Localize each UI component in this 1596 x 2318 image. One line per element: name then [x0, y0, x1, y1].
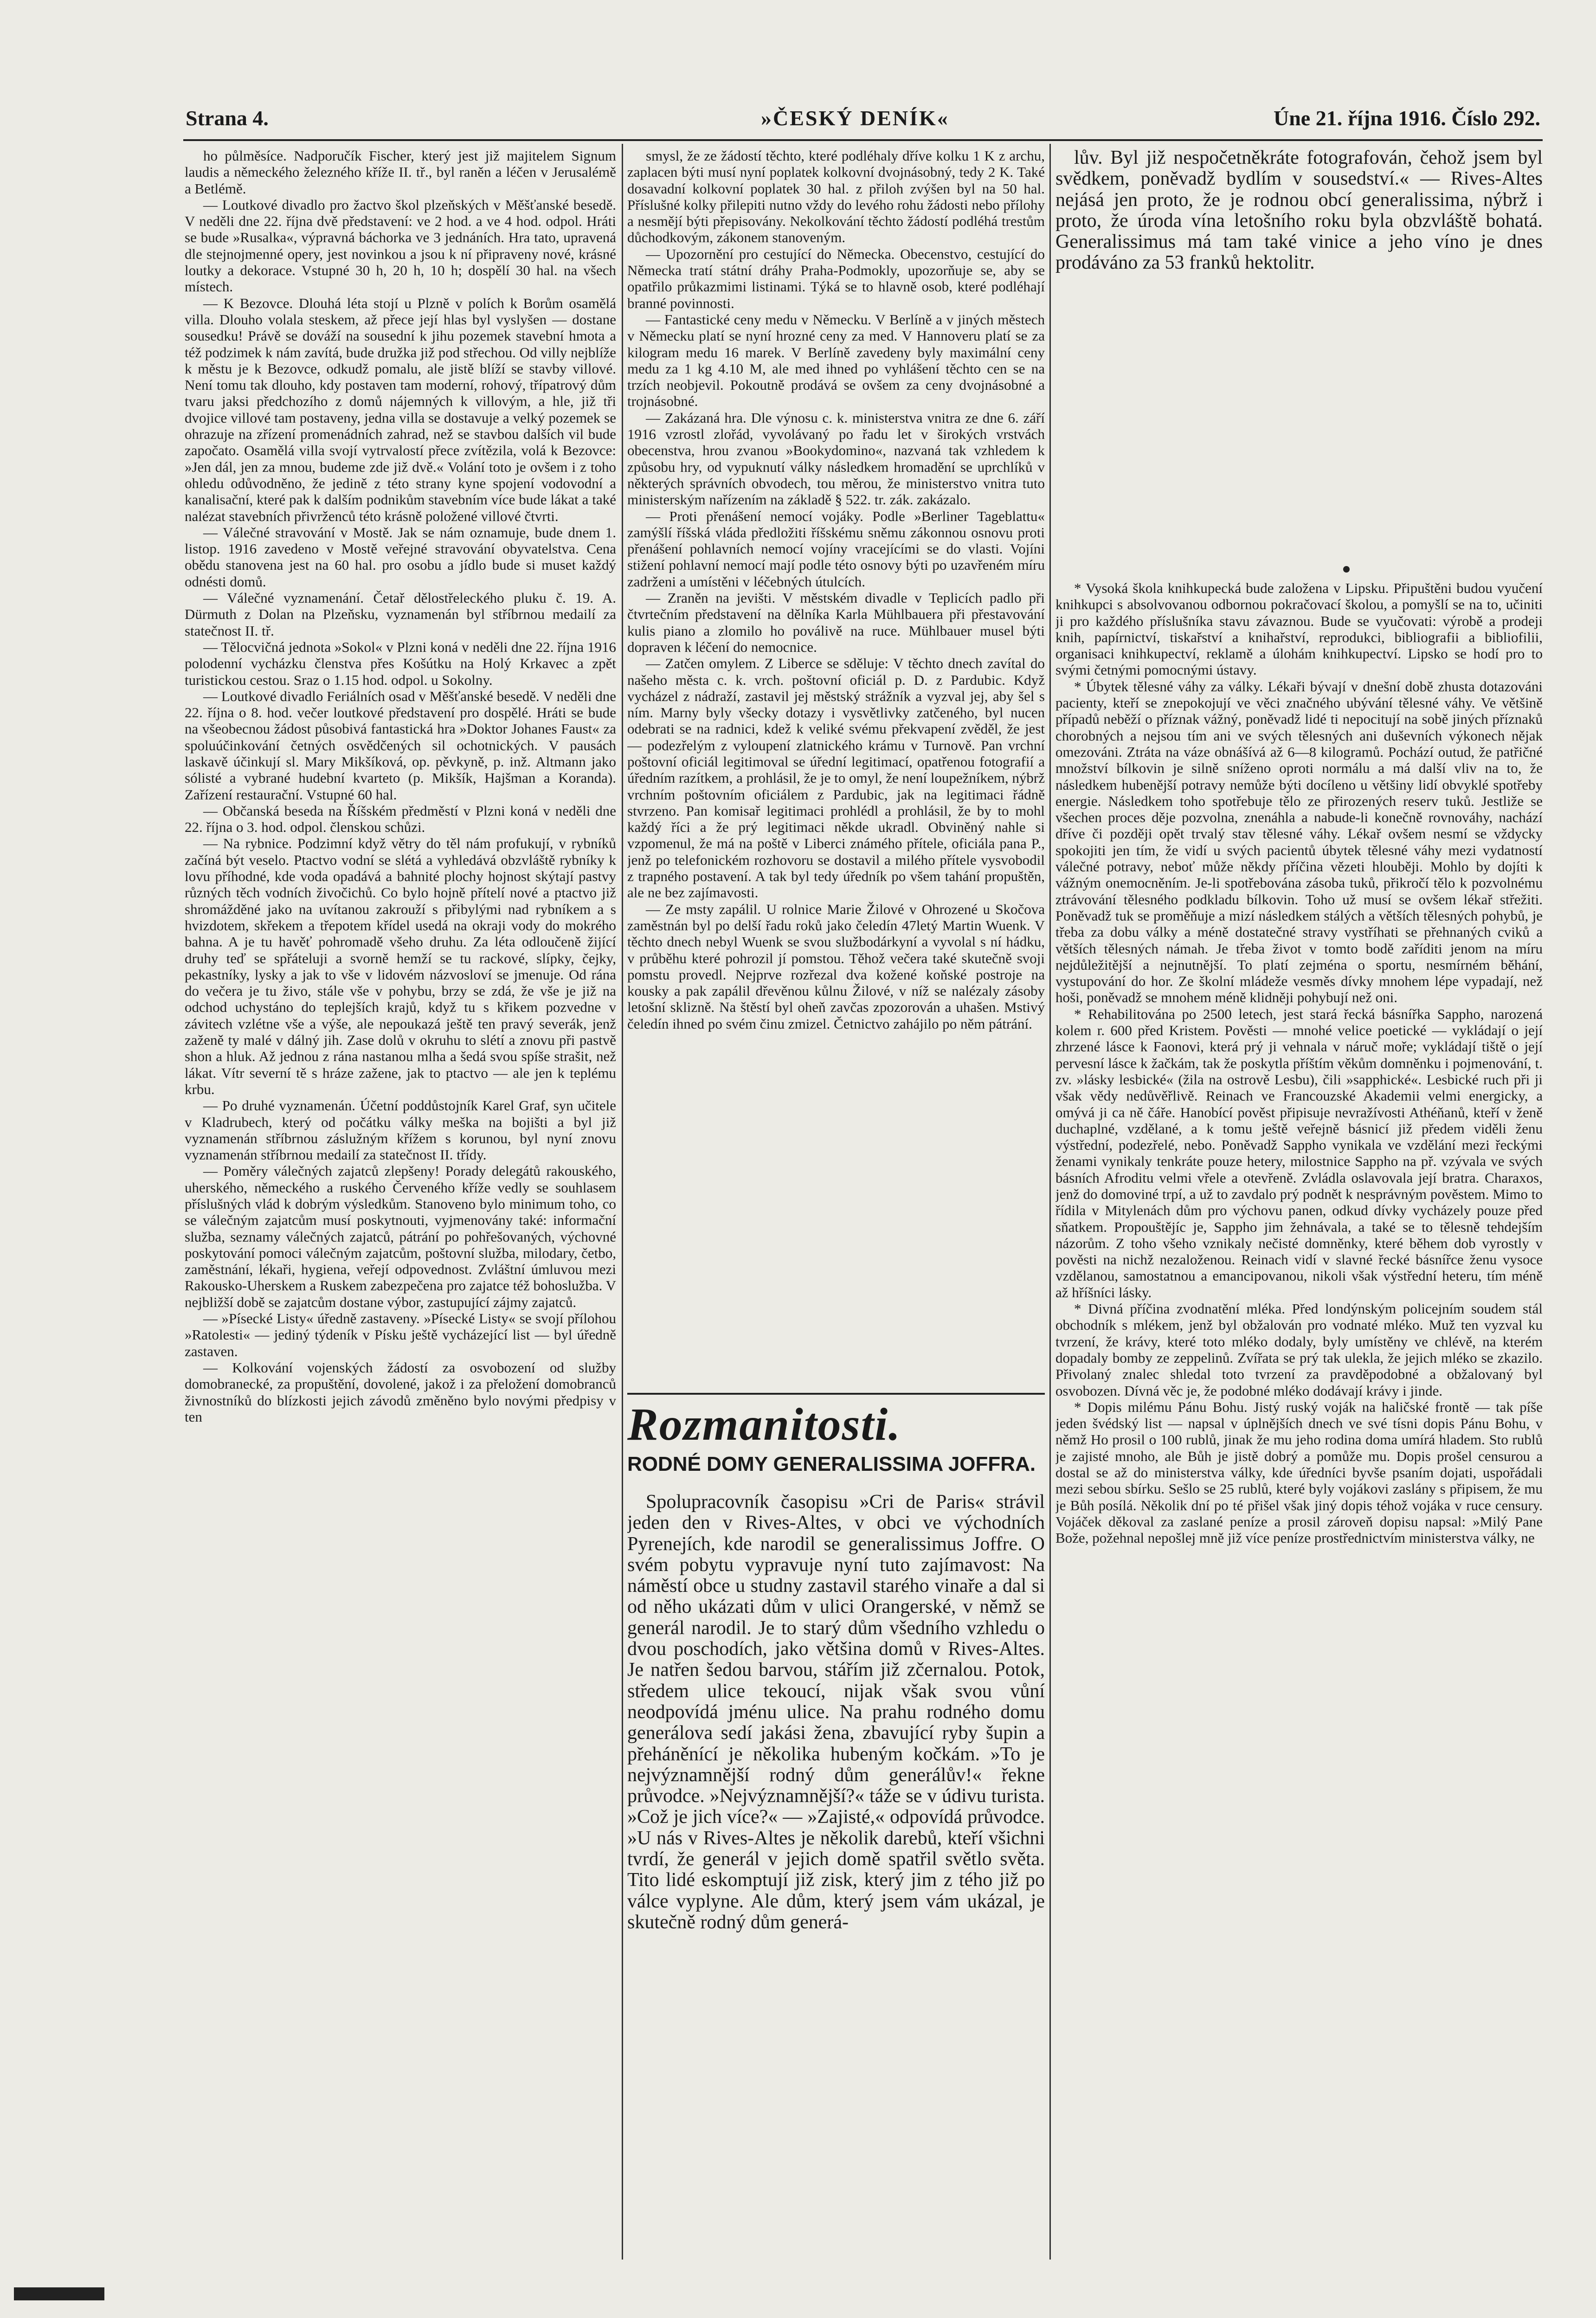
- article-paragraph: smysl, že ze žádostí těchto, které podléhaly dříve kolku 1 K z archu, zaplacen býti musí nyní poplatek kolkovní dvojnásobný, tedy 2 K. Také dosavadní kolkovní poplatek 30 hal. z přiloh zvýšen byl na 50 hal. Příslušné kolky přilepiti nutno vždy do levého rohu žádosti nebo přílohy a nesmějí býti přepisovány. Nekolkování těchto žádostí podléhá trestům důchodkovým, zákonem stanoveným.: [627, 148, 1045, 246]
- article-paragraph: — Loutkové divadlo Feriálních osad v Měšťanské besedě. V neděli dne 22. října o 8. hod. večer loutkové představení pro dospělé. Hráti se bude na všeobecnou žádost působivá fantastická hra »Doktor Johanes Faust« za spoluúčinkování četných osvědčených sil ochotnických. V pausách laskavě účinkují sl. Mary Mikšíková, op. pěvkyně, p. inž. Altmann jako sólisté a vybrané hudební kvarteto (p. Mikšík, Hajšman a Koranda). Zařízení restaurační. Vstupné 60 hal.: [185, 688, 616, 803]
- column-2: [627, 148, 1045, 1391]
- article-paragraph: * Rehabilitována po 2500 letech, jest stará řecká básnířka Sappho, narozená kolem r. 600 před Kristem. Pověsti — mnohé velice poetické — vykládají o její zhrzené lásce k Faonovi, která prý ji vehnala v náruč moře; vykládají tiště o její pervesní lásce k žačkám, tak že poskytla příštím věkům domněnku i pojmenování, t. zv. »lásky lesbické« (žila na ostrově Lesbu), čili »sapphické«. Lesbické ruch při ji však vědy nedůvěřlivě. Reinach ve Francouzské Akademii velmi energicky, a omývá ji ca ně čáře. Hanobící pověst připisuje nevražívosti Athéňanů, kteří v ženě duchaplné, vzdělané, a k tomu ještě veřejně básnicí již předem viděli ženu výstřední, podezřelé, nebo. Poněvadž Sappho vynikala ve vzdělání mezi řeckými ženami vynikaly tenkráte pouze hetery, milostnice Sappho na př. vzývala ve svých básních Afroditu velmi vřele a otevřeně. Zvládla oslavovala její bratra. Charaxos, jenž do domoviné trpí, a už to zavdalo prý podnět k nesprávným pověstem. Mimo to řídila v Mitylenách dům pro výchovu panen, odkud dívky vycházely pouze před sňatkem. Propouštějíc je, Sappho jim žehnávala, a také se to tělesně tehdejším názorům. Z toho všeho vznikaly nečisté domněnky, které během dob vyrostly v pověsti na nichž nezaloženou. Reinach vidí v slavné řecké básnířce ženu vysoce vzdělanou, samostatnou a emancipovanou, nikoli však výstřední heteru, tím méně až hříšníci lásky.: [1055, 1005, 1543, 1301]
- article-joffre: [627, 1492, 1045, 2262]
- header-rule: [183, 139, 1543, 141]
- column-3: [1055, 580, 1543, 2269]
- article-paragraph: ho půlměsíce. Nadporučík Fischer, který jest již majitelem Signum laudis a německého železného kříže II. tř., byl raněn a léčen v Jerusalémě a Betlémě.: [185, 148, 616, 197]
- article-paragraph: * Úbytek tělesné váhy za války. Lékaři bývají v dnešní době zhusta dotazováni pacienty, kteří se znepokojují ve věci značného ubývání tělesné váhy. Ve většině případů neběží o příznak vážný, poněvadž lidé ti nepocitují na sobě jiných příznaků chorobných a nejsou tím ani ve svých tělesných ani duševních výkonech nějak omezováni. Ztráta na váze obnášívá až 6—8 kilogramů. Pochází outud, že patřičné množství bílkovin je silně sníženo oproti normálu a má další vliv na to, že následkem hubenější potravy nemůže býti docíleno u většiny lidí obvyklé spotřeby energie. Následkem toho spotřebuje tělo ze přirozených reserv tuků. Jestliže se všechen proces děje pozvolna, znenáhla a nabude-li konečně rovnováhy, nachází dříve či později opět trvalý stav tělesné váhy. Lékař ovšem nesmí se vždycky spokojiti jen tím, že vidí u svých pacientů úbytek tělesné váhy mezi vydatností válečné potravy, neboť může někdy příčina vězeti hlouběji. Mohlo by dojíti k vážným onemocněním. Je-li spotřebována zásoba tuků, přikročí tělo k pozvolnému ztrávování tělesného podkladu bílkovin. Toho už musí se ovšem lékař střežiti. Poněvadž tuk se proměňuje a mizí následkem stálých a větších tělesných pohybů, je třeba za dobu války a méně dostatečné stravy vystříhati se přehnaných cviků a větších tělesných námah. Je třeba život v tomto bodě zaříditi jenom na míru nejdůležitější a nejnutnější. To platí zejména o sportu, nesmírném běhání, vystupování do hor. Ze školní mládeže vesměs dívky mnohem lépe vypadají, než hoši, poněvadž se mnohem méně klidněji pohybují než oni.: [1055, 678, 1543, 1006]
- page-header: [186, 106, 1540, 138]
- article-paragraph: — Občanská beseda na Říšském předměstí v Plzni koná v neděli dne 22. října o 3. hod. odpol. členskou schůzi.: [185, 802, 616, 836]
- article-paragraph: Spolupracovník časopisu »Cri de Paris« strávil jeden den v Rives-Altes, v obci ve východních Pyrenejích, kde narodil se generalissimus Joffre. O svém pobytu vypravuje nyní tuto zajímavost: Na náměstí obce u studny zastavil starého vinaře a dal si od něho ukázati dům v ulici Orangerské, v němž se generál narodil. Je to starý dům všedního vzhledu o dvou poschodích, jako většina domů v Rives-Altes. Je natřen šedou barvou, stářím již zčernalou. Potok, středem ulice tekoucí, nijak však svou vůní neodpovídá jménu ulice. Na prahu rodného domu generálova sedí jakási žena, zbavující ryby šupin a přeháněnící je několika hubeným kočkám. »To je nejvýznamnější rodný dům generálův!« řekne průvodce. »Nejvýznamnější?« táže se v údivu turista. »Což je jich více?« — »Zajisté,« odpovídá průvodce. »U nás v Rives-Altes je několik darebů, kteří všichni tvrdí, že generál v jejich domě spatřil světlo světa. Tito lidé eskomptují již zisk, který jim z tého již po válce vyplyne. Ale dům, který jsem vám ukázal, je skutečně rodný dům generá-: [627, 1492, 1045, 1933]
- article-paragraph: — Zatčen omylem. Z Liberce se sděluje: V těchto dnech zavítal do našeho města c. k. vrch. poštovní oficiál p. D. z Pardubic. Když vycházel z nádraží, zastavil jej městský strážník a vyzval jej, aby šel s ním. Marny byly všecky dotazy i vysvětlivky zatčeného, byl nucen odebrati se na radnici, kdež k veliké svému překvapení zvěděl, že jest — podezřelým z vyloupení zlatnického krámu v Turnově. Pan vrchní poštovní oficiál legitimoval se úřední legitimací, opatřenou fotografií a úředním razítkem, a prohlásil, že je to omyl, že není loupežníkem, nýbrž vrchním poštovním oficiálem z Pardubic, jak na legitimaci řádně stvrzeno. Pan komisař legitimaci prohlédl a prohlásil, že by to mohl každý říci a že prý legitimaci někde ukradl. Obviněný nahle si vzpomenul, že má na poště v Liberci známého přítele, oficiála pana P., jenž po telefonickém rozhovoru se dostavil a milého přítele vysvobodil z trapného postavení. A tak byl tedy úředník po všem tahání propuštěn, ale ne bez zajímavosti.: [627, 655, 1045, 901]
- section-rule: [627, 1393, 1045, 1395]
- article-paragraph: — Upozornění pro cestující do Německa. Obecenstvo, cestující do Německa tratí státní dráhy Praha-Podmokly, upozorňuje se, aby se opatřilo průkazmimi listinami. Týká se to hlavně osob, které podléhají branné povinnosti.: [627, 245, 1045, 311]
- article-paragraph: — Válečné stravování v Mostě. Jak se nám oznamuje, bude dnem 1. listop. 1916 zavedeno v Mostě veřejné stravování obyvatelstva. Cena obědu stanovena jest na 60 hal. pro osobu a jídlo bude si muset každý odnésti domů.: [185, 524, 616, 590]
- masthead: »ČESKÝ DENÍK«: [761, 106, 949, 130]
- article-title: RODNÉ DOMY GENERALISSIMA JOFFRA.: [627, 1453, 1036, 1475]
- archive-stamp: [14, 2287, 104, 2300]
- article-paragraph: — Po druhé vyznamenán. Účetní poddůstojník Karel Graf, syn učitele v Kladrubech, který od počátku války meška na bojišti a byl již vyznamenán stříbrnou záslužným křížem s korunou, byl nyní znovu vyznamenán stříbrnou medailí za statečnost II. třídy.: [185, 1097, 616, 1163]
- section-title: Rozmanitosti.: [627, 1398, 901, 1450]
- article-paragraph: — Na rybnice. Podzimní když větry do těl nám profukují, v rybníků začíná být veselo. Ptactvo vodní se slétá a vyhledává obzvláště rybníky k lovu příhodné, kde voda opadává a bahnité plochy hojnost skýtají pastvy různých těch vodních živočichů. Co bylo hojně přítelí nové a ptactvo již shromážděné jako na uvítanou zakrouží s přibylými nad rybníkem a s hvizdotem, skřekem a třepotem křídel usedá na okraji vody do mokrého bahna. A je tu havěť pohromadě všeho druhu. Za léta odloučeně žijící druhy teď se spřáteluji a svorně hemží se tu rackové, slípky, čejky, pekastníky, lysky a jak to vše v lidovém názvosloví se jmenuje. Od rána do večera je tu živo, stále vše v pohybu, brzy se zdá, že vše je již na odchod uchystáno do teplejších krajů, když tu s křikem pozvedne v závitech vzlétne vše a výše, ale nepoukazá ještě ten pravý severák, jenž zaženě ty malé v dálný jih. Zase dolů v okruhu to slétí a znovu při pastvě shon a hluk. Až jednou z rána nastanou mlha a šedá svou spíše strašit, než lákat. Vítr severní tě s hráze zažene, jak to ptactvo — ale jen k teplému krbu.: [185, 835, 616, 1097]
- article-paragraph: lův. Byl již nespočetněkráte fotografován, čehož jsem byl svědkem, poněvadž bydlím v sousedství.« — Rives-Altes nejásá jen proto, že je rodnou obcí generalissima, nýbrž i proto, že úroda vína letošního roku byla obzvláště bohatá. Generalissimus má tam také vinice a jeho víno je dnes prodáváno za 53 franků hektolitr.: [1055, 148, 1543, 274]
- article-paragraph: — Kolkování vojenských žádostí za osvobození od služby domobranecké, za propuštění, dovolené, jakož i za přeložení domobranců živnostníků do blízkosti jejich závodů změněno bylo novými předpisy v ten: [185, 1359, 616, 1425]
- article-paragraph: — Proti přenášení nemocí vojáky. Podle »Berliner Tageblattu« zamýšlí říšská vláda předložiti říšskému sněmu zákonnou osnovu proti přenášení pohlavních nemocí vojíny vracejícími se do vlasti. Vojíni stižení pohlavní nemocí mají podle této osnovy býti po uzavřeném míru zadrženi a umístěni v léčebných útulcích.: [627, 508, 1045, 590]
- column-divider: [1049, 144, 1051, 2260]
- article-paragraph: * Dopis milému Pánu Bohu. Jistý ruský voják na haličské frontě — tak píše jeden švédský list — napsal v úplnějších dnech ve své tísni dopis Pánu Bohu, v němž Ho prosil o 100 rublů, jinak že mu jeho rodina doma umírá hladem. Sto rublů je zajisté mnoho, ale Bůh je jistě dobrý a pomůže mu. Dopis prošel censurou a dostal se až do ministerstva války, kde úředníci byvše psaním dojati, uspořádali mezi sebou sbírku. Sešlo se 25 rublů, které byly vojákovi zaslány s připisem, že mu je Bůh posílá. Několik dní po té přišel však jiný dopis téhož vojáka v ruce censury. Vojáček děkoval za zaslané peníze a prosil zároveň dopisu napsal: »Milý Pane Bože, požehnal nepošlej mně již více peníze prostřednictvím ministerstva války, ne: [1055, 1398, 1543, 1546]
- column-divider: [622, 144, 623, 2260]
- page-number: Strana 4.: [186, 106, 269, 130]
- article-paragraph: * Divná příčina zvodnatění mléka. Před londýnským policejním soudem stál obchodník s mlékem, jenž byl obžalován pro vodnaté mléko. Muž ten vyzval ku tvrzení, že krávy, které toto mléko dodaly, byly umístěny ve chlévě, na kterém dopadaly bomby ze zeppelinů. Zvířata se prý tak ulekla, že jejich mléko se zkazilo. Přivolaný znalec shledal toto tvrzení za pravděpodobné a obžalovaný byl osvobozen. Dívná věc je, že podobné mléko dodávají krávy i jinde.: [1055, 1301, 1543, 1399]
- article-paragraph: — Tělocvičná jednota »Sokol« v Plzni koná v neděli dne 22. října 1916 polodenní vycházku členstva přes Košútku na Holý Krkavec a zpět turistickou cestou. Sraz o 1.15 hod. odpol. u Sokolny.: [185, 638, 616, 688]
- rozmanitosti-section: [627, 1399, 1045, 1476]
- article-paragraph: — Poměry válečných zajatců zlepšeny! Porady delegátů rakouského, uherského, německého a ruského Červeného kříže vedly se souhlasem příslušných vlád k dobrým výsledkům. Stanoveno bylo minimum toho, co se válečným zajatcům musí poskytnouti, vyjmenovány také: informační služba, seznamy válečných zajatců, pátrání po pohřešovaných, výchovné poskytování pomoci válečným zajatcům, poštovní služba, milodary, četbo, zaměstnání, lékaři, hygiena, veřejí odpovednost. Zvláštní úmluvou mezi Rakousko-Uherskem a Ruskem zabezpečena pro zajatce též bohoslužba. V nejbližší době se zajatcům dostane výbor, zastupující zájmy zajatců.: [185, 1163, 616, 1310]
- article-paragraph: — »Písecké Listy« úředně zastaveny. »Písecké Listy« se svojí přílohou »Ratolesti« — jediný týdeník v Písku ještě vycházející list — byl úředně zastaven.: [185, 1310, 616, 1359]
- article-paragraph: — Válečné vyznamenání. Četař dělostřeleckého pluku č. 19. A. Dürmuth z Dolan na Plzeňsku, vyznamenán byl stříbrnou medailí za statečnost II. tř.: [185, 590, 616, 639]
- article-paragraph: — Zraněn na jevišti. V městském divadle v Teplicích padlo při čtvrtečním představení na dělníka Karla Mühlbauera při přestavování kulis piano a zlomilo ho poválivě na ruce. Mühlbauer musel býti dopraven k léčení do nemocnice.: [627, 590, 1045, 655]
- issue-date: Úne 21. října 1916. Číslo 292.: [1274, 106, 1540, 130]
- article-paragraph: * Vysoká škola knihkupecká bude založena v Lipsku. Připuštěni budou vyučení knihkupci s absolvovanou odbornou pokračovací školou, a pomyšlí se na to, učiniti ji pro každého příslušníka stavu závaznou. Bude se vyučovati: výrobě a prodeji knih, papírnictví, tiskařství a knihařství, reprodukci, bibliografii a bibliofilii, organisaci knihkupectví, reklamě a úlohám knihkupectví. Lipsko se hodí pro to svými četnými pomocnými ústavy.: [1055, 580, 1543, 678]
- article-paragraph: — Fantastické ceny medu v Německu. V Berlíně a v jiných městech v Německu platí se nyní hrozné ceny za med. V Hannoveru platí se za kilogram medu 16 marek. V Berlíně zavedeny byly maximální ceny medu za 1 kg 4.10 M, ale med ihned po vyhlášení těchto cen se na trzích neobjevil. Pokoutně prodává se ovšem za ceny dvojnásobné a trojnásobné.: [627, 311, 1045, 410]
- article-joffre-continued: [1055, 148, 1543, 366]
- article-paragraph: — K Bezovce. Dlouhá léta stojí u Plzně v polích k Borům osamělá villa. Dlouho volala steskem, až přece její hlas byl vyslyšen — dostane sousedku! Právě se dováží na sousední k jihu pozemek stavební hmota a též podzimek k nám zavítá, bude družka již pod střechou. Od villy nejblíže k městu je k Bezovce, odkudž pomalu, ale jistě blíží se stavby villové. Není tomu tak dlouho, kdy postaven tam moderní, rohový, třípatrový dům tvaru jaksi předchozího z domů nájemných k villovým, a hle, již tři dvojice villové tam postaveny, jedna villa se dostavuje a velký pozemek se ohrazuje na zřízení promenádních zahrad, než se stavbou dalších vil bude započato. Osamělá villa svojí vytrvalostí přece zvítězila, volá k Bezovce: »Jen dál, jen za mnou, budeme zde již dvě.« Volání toto je ovšem i z toho ohledu odůvodněno, že jedině z této strany kyne spojení vodovodní a kanalisační, které pak k dalším podnikům stavebním více bude lákat a také nalézat stavebních přivrženců této krásně položené villové čtvrti.: [185, 295, 616, 524]
- separator-dot: [1343, 566, 1350, 573]
- article-paragraph: — Loutkové divadlo pro žactvo škol plzeňských v Měšťanské besedě. V neděli dne 22. října dvě představení: ve 2 hod. a ve 4 hod. odpol. Hráti se bude »Rusalka«, výpravná báchorka ve 3 jednáních. Hra tato, upravená dle stejnojmenné opery, jest novinkou a jsou k ní připraveny nové, krásné loutky a dekorace. Vstupné 30 h, 20 h, 10 h; dospělí 30 hal. na všech místech.: [185, 196, 616, 295]
- article-paragraph: — Ze msty zapálil. U rolnice Marie Žilové v Ohrozené u Skočova zaměstnán byl po delší řadu roků jako čeledín 47letý Martin Wuenk. V těchto dnech nebyl Wuenk se svou službodárkyní a vyvolal s ní hádku, v průběhu které pohrozil jí pomstou. Těhož večera také skutečně svoji pomstu provedl. Nejprve rozřezal dva kožené koňské postroje na kousky a pak zapálil dřevěnou kůlnu Žilové, v níž se nalézaly zásoby letošní sklizně. Na štěstí byl oheň zavčas zpozorován a uhašen. Mstivý čeledín ihned po svém činu zmizel. Četnictvo zahájilo po něm pátrání.: [627, 901, 1045, 1032]
- column-1: [185, 148, 616, 2277]
- article-paragraph: — Zakázaná hra. Dle výnosu c. k. ministerstva vnitra ze dne 6. září 1916 vzrostl zlořád, vyvolávaný po řadu let v širokých vrstvách obecenstva, hrou zvanou »Bookydomino«, nazvaná tak vzhledem k způsobu hry, od vypuknutí války následkem hromadění se uprchlíků v některých správních obvodech, tou měrou, že ministerstvo vnitra tuto ministerským nařízením na základě § 522. tr. zák. zakázalo.: [627, 409, 1045, 508]
